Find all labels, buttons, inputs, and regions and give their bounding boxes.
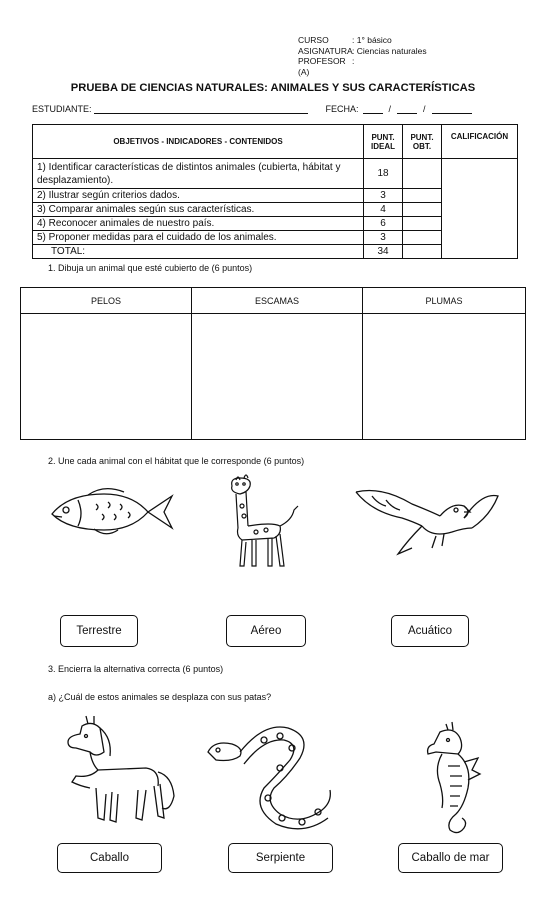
column-pelos: PELOS (21, 288, 192, 314)
objective-4: 4) Reconocer animales de nuestro país. (33, 217, 364, 231)
asignatura-value: : Ciencias naturales (352, 45, 427, 56)
option-serpiente-button[interactable]: Serpiente (228, 843, 333, 873)
fecha-month-blank[interactable] (397, 104, 417, 114)
habitat-terrestre-button[interactable]: Terrestre (60, 615, 138, 647)
option-caballo-button[interactable]: Caballo (57, 843, 162, 873)
objective-5-obtained[interactable] (403, 231, 442, 245)
objective-1-ideal: 18 (364, 159, 403, 189)
fecha-year-blank[interactable] (432, 104, 472, 114)
total-value: 34 (364, 245, 403, 259)
profesor-label: PROFESOR (A) (298, 56, 346, 77)
header-objectives: OBJETIVOS - INDICADORES - CONTENIDOS (33, 125, 364, 159)
horse-icon[interactable] (56, 712, 180, 832)
objective-1-obtained[interactable] (403, 159, 442, 189)
objective-5: 5) Proponer medidas para el cuidado de los animales. (33, 231, 364, 245)
draw-area-pelos[interactable] (21, 314, 192, 440)
student-line: ESTUDIANTE: FECHA: / / (32, 104, 472, 114)
objectives-table (32, 124, 518, 259)
question-2: 2. Une cada animal con el hábitat que le corresponde (6 puntos) (48, 456, 305, 466)
question-3a: a) ¿Cuál de estos animales se desplaza con sus patas? (48, 692, 272, 702)
student-label: ESTUDIANTE: (32, 104, 92, 114)
grade-cell[interactable] (442, 159, 518, 259)
curso-value: : 1° básico (352, 35, 392, 45)
course-info (298, 35, 427, 77)
objective-2-ideal: 3 (364, 189, 403, 203)
objective-1: 1) Identificar características de distintos animales (cubierta, hábitat y desplazamiento). (33, 159, 364, 189)
total-label: TOTAL: (33, 245, 364, 259)
total-obtained[interactable] (403, 245, 442, 259)
draw-area-plumas[interactable] (363, 314, 526, 440)
fish-icon[interactable] (48, 482, 176, 542)
header-grade: CALIFICACIÓN (442, 125, 518, 159)
objective-5-ideal: 3 (364, 231, 403, 245)
draw-area-escamas[interactable] (192, 314, 363, 440)
question-1: 1. Dibuja un animal que esté cubierto de (6 puntos) (48, 263, 253, 273)
objective-2: 2) Ilustrar según criterios dados. (33, 189, 364, 203)
column-escamas: ESCAMAS (192, 288, 363, 314)
snake-icon[interactable] (204, 718, 336, 838)
bird-icon[interactable] (352, 482, 502, 562)
header-obtained: PUNT. OBT. (403, 125, 442, 159)
profesor-value: : (352, 56, 355, 66)
objective-4-obtained[interactable] (403, 217, 442, 231)
seahorse-icon[interactable] (420, 718, 492, 838)
page-title: PRUEBA DE CIENCIAS NATURALES: ANIMALES Y SUS CARACTERÍSTICAS (70, 82, 476, 94)
header-ideal: PUNT. IDEAL (364, 125, 403, 159)
drawing-grid (20, 287, 526, 440)
objective-4-ideal: 6 (364, 217, 403, 231)
option-caballo-de-mar-button[interactable]: Caballo de mar (398, 843, 503, 873)
question-3: 3. Encierra la alternativa correcta (6 puntos) (48, 664, 224, 674)
fecha-day-blank[interactable] (363, 104, 383, 114)
asignatura-label: ASIGNATURA (298, 45, 353, 56)
habitat-aereo-button[interactable]: Aéreo (226, 615, 306, 647)
objective-3: 3) Comparar animales según sus características. (33, 203, 364, 217)
fecha-label: FECHA: (325, 104, 359, 114)
student-name-blank[interactable] (94, 104, 308, 114)
giraffe-icon[interactable] (222, 470, 304, 574)
objective-3-obtained[interactable] (403, 203, 442, 217)
objective-2-obtained[interactable] (403, 189, 442, 203)
habitat-acuatico-button[interactable]: Acuático (391, 615, 469, 647)
column-plumas: PLUMAS (363, 288, 526, 314)
curso-label: CURSO (298, 35, 329, 45)
objective-3-ideal: 4 (364, 203, 403, 217)
